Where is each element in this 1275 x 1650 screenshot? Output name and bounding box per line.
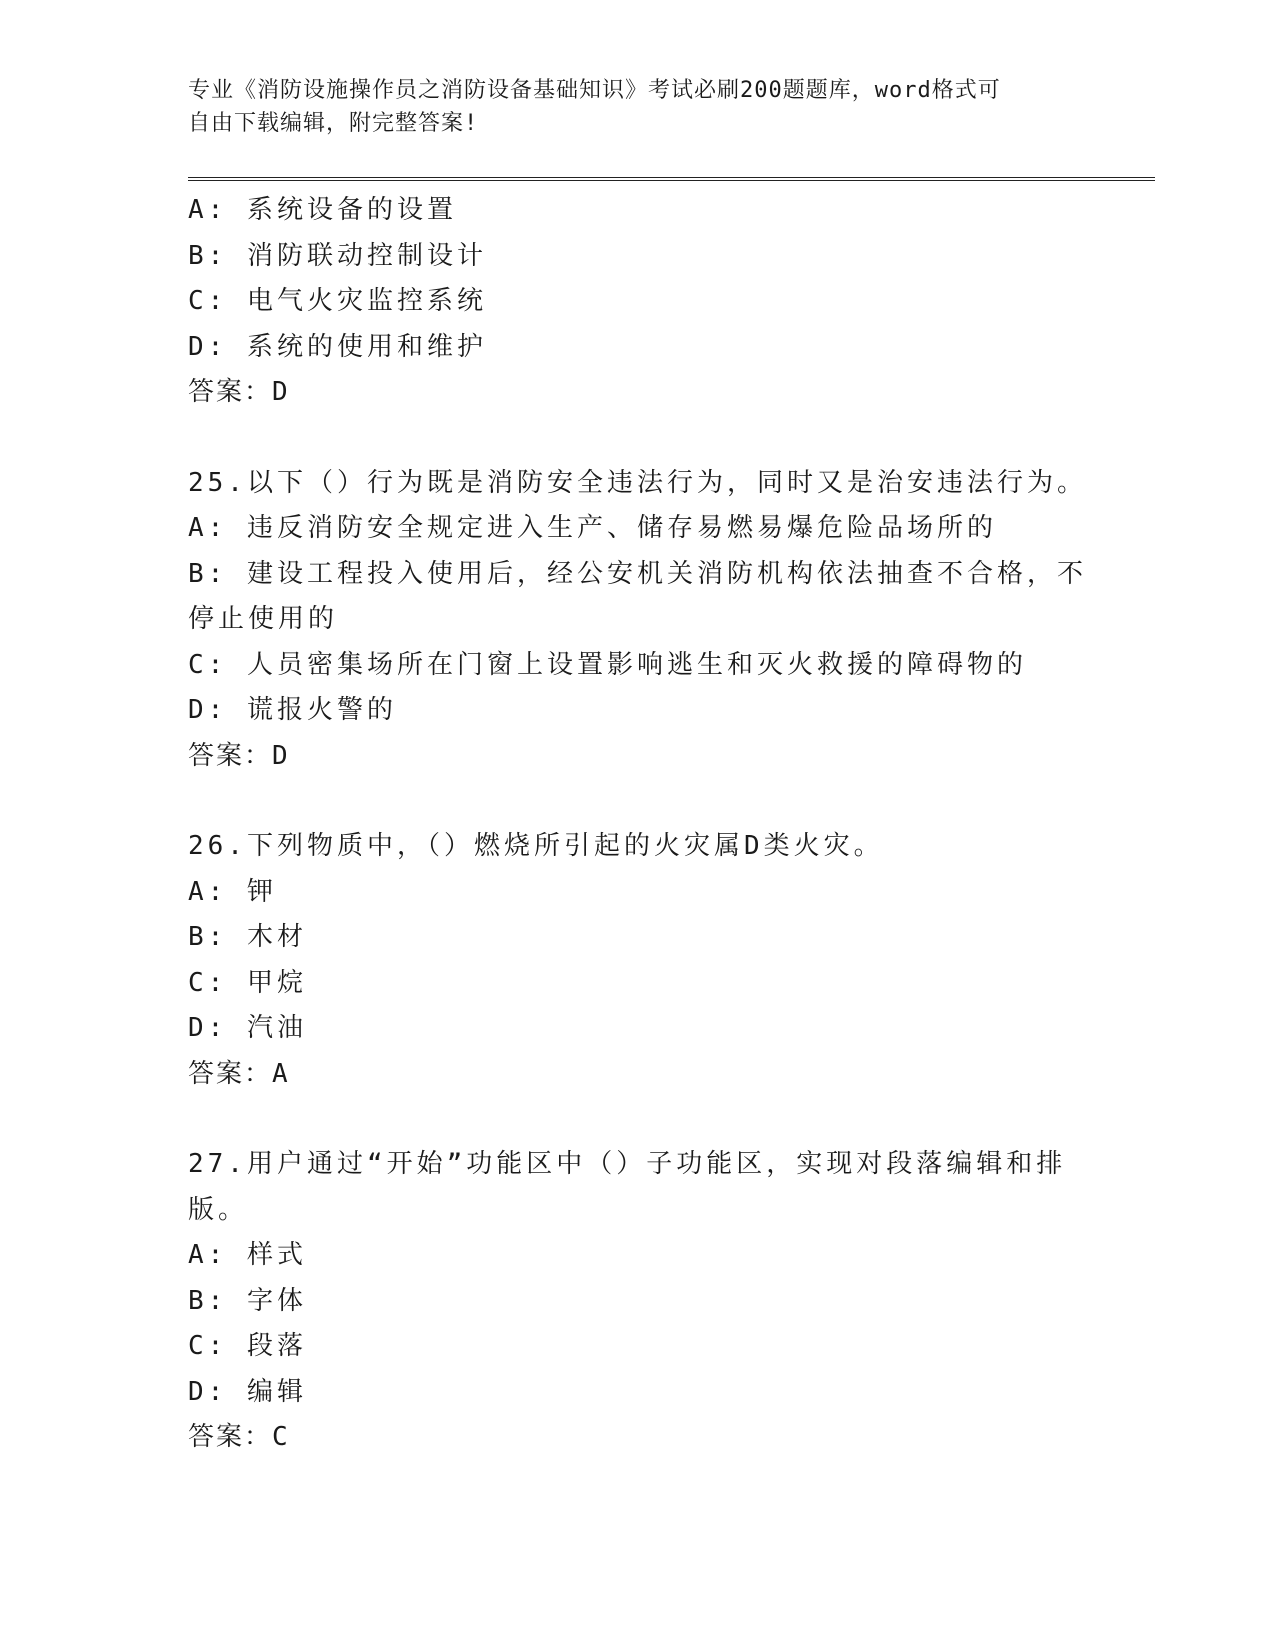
option-a: A: 钾 [188, 876, 277, 907]
option-b: B: 木材 [188, 922, 307, 952]
option-a: A: 违反消防安全规定进入生产、储存易燃易爆危险品场所的 [188, 513, 997, 543]
question-24-continued [188, 188, 1088, 416]
spacer [188, 779, 1088, 824]
option-b: B: 字体 [188, 1285, 307, 1316]
question-27 [188, 1142, 1088, 1461]
option-b: B: 消防联动控制设计 [188, 240, 487, 271]
header-double-rule [188, 177, 1155, 181]
option-c: C: 甲烷 [188, 967, 307, 998]
answer-line: 答案：C [188, 1422, 290, 1452]
question-26 [188, 824, 1088, 1097]
option-b: B: 建设工程投入使用后，经公安机关消防机构依法抽查不合格，不停止使用的 [188, 558, 1087, 634]
option-a: A: 系统设备的设置 [188, 195, 457, 225]
spacer [188, 416, 1088, 461]
option-d: D: 编辑 [188, 1376, 307, 1407]
question-stem: 27.用户通过“开始”功能区中（）子功能区，实现对段落编辑和排版。 [188, 1149, 1067, 1225]
question-list [188, 188, 1088, 1461]
answer-line: 答案：D [188, 377, 290, 407]
header-title-line-1: 专业《消防设施操作员之消防设备基础知识》考试必刷200题题库，word格式可 [188, 78, 1001, 103]
document-header [188, 74, 1088, 140]
question-stem: 26.下列物质中，（）燃烧所引起的火灾属D类火灾。 [188, 831, 884, 861]
question-stem: 25.以下（）行为既是消防安全违法行为，同时又是治安违法行为。 [188, 467, 1087, 498]
option-d: D: 系统的使用和维护 [188, 331, 487, 362]
answer-line: 答案：A [188, 1058, 290, 1089]
header-title-line-2: 自由下载编辑，附完整答案! [188, 111, 479, 136]
option-c: C: 人员密集场所在门窗上设置影响逃生和灭火救援的障碍物的 [188, 649, 1027, 680]
option-c: C: 段落 [188, 1331, 307, 1361]
spacer [188, 1097, 1088, 1142]
option-c: C: 电气火灾监控系统 [188, 286, 487, 316]
question-25 [188, 461, 1088, 780]
option-a: A: 样式 [188, 1240, 307, 1270]
option-d: D: 汽油 [188, 1013, 307, 1043]
option-d: D: 谎报火警的 [188, 695, 397, 725]
answer-line: 答案：D [188, 740, 290, 771]
